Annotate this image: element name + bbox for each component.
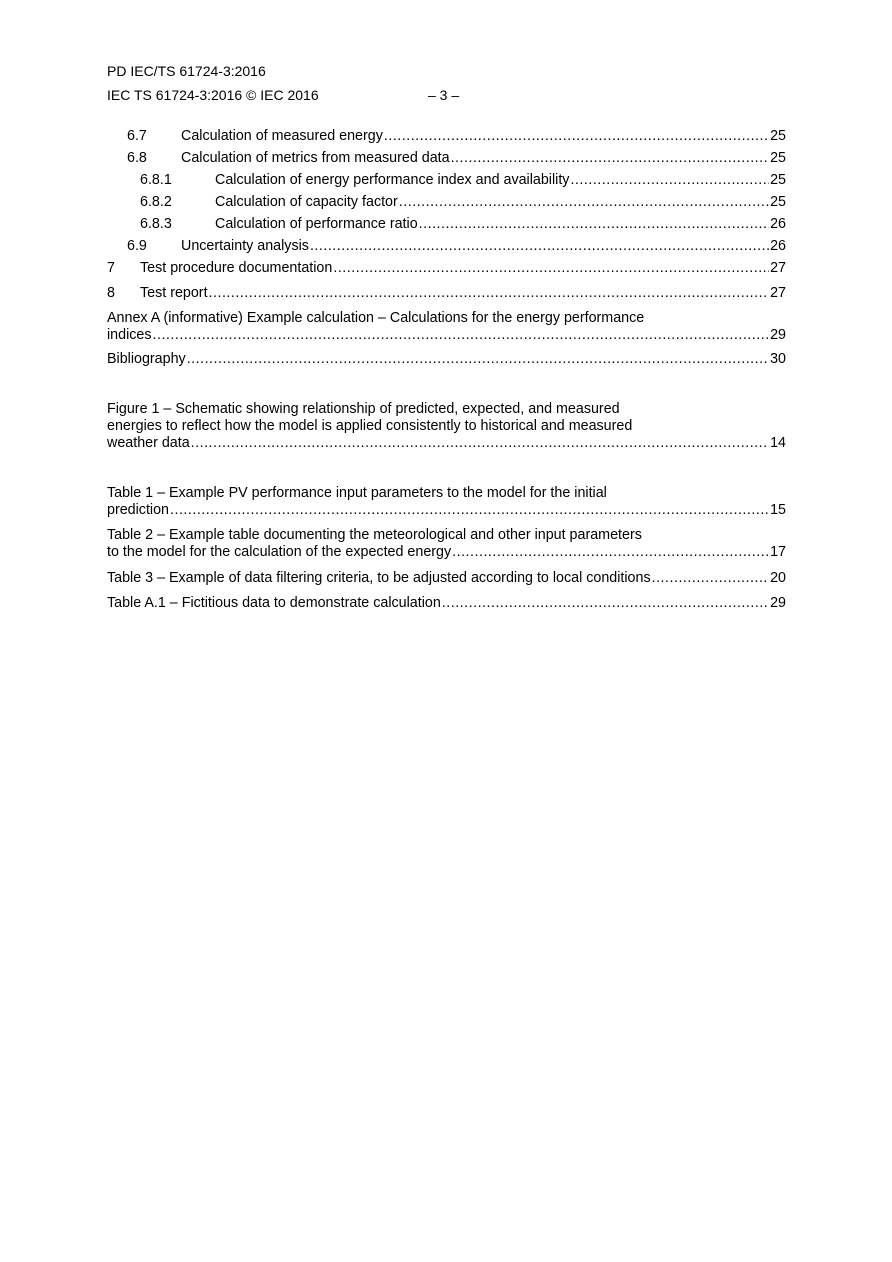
toc-entry-bibliography[interactable] xyxy=(107,351,786,368)
toc-entry[interactable] xyxy=(107,285,786,302)
running-header-document-id: PD IEC/TS 61724-3:2016 xyxy=(107,63,266,79)
toc-leader-dots xyxy=(419,216,769,233)
toc-entry-title: Calculation of measured energy xyxy=(181,128,383,144)
toc-entry-number: 6.8.3 xyxy=(140,216,172,232)
toc-leader-dots xyxy=(384,128,769,145)
running-header-copyright xyxy=(107,87,460,104)
toc-leader-dots xyxy=(652,570,769,587)
list-of-tables-entry[interactable] xyxy=(107,485,786,519)
toc-leader-dots xyxy=(451,150,770,167)
table-entry-page: 29 xyxy=(770,595,786,611)
toc-entry-page: 30 xyxy=(770,351,786,367)
toc-entry-page: 25 xyxy=(770,172,786,188)
toc-entry-continuation xyxy=(107,327,786,344)
figure-entry-continuation xyxy=(107,435,786,452)
toc-entry-title: Bibliography xyxy=(107,351,186,367)
table-entry-continuation xyxy=(107,502,786,519)
toc-leader-dots xyxy=(191,435,769,452)
toc-entry-page: 25 xyxy=(770,150,786,166)
table-entry-title: Table 3 – Example of data filtering criteria, to be adjusted according to local conditions xyxy=(107,570,651,586)
toc-entry-title: Calculation of metrics from measured data xyxy=(181,150,450,166)
table-of-contents xyxy=(107,128,786,612)
toc-entry-number: 6.8.1 xyxy=(140,172,172,188)
toc-entry-page: 27 xyxy=(770,285,786,301)
toc-entry-number: 6.8.2 xyxy=(140,194,172,210)
toc-entry-number: 6.8 xyxy=(127,150,147,166)
table-entry-title-continued: prediction xyxy=(107,502,169,518)
toc-leader-dots xyxy=(153,327,770,344)
list-of-tables-entry[interactable] xyxy=(107,595,786,612)
table-entry-title: Table 2 – Example table documenting the meteorological and other input parameters xyxy=(107,527,642,543)
toc-leader-dots xyxy=(570,172,769,189)
toc-entry-title: Uncertainty analysis xyxy=(181,238,309,254)
figure-entry-title-line2: energies to reflect how the model is applied consistently to historical and measured xyxy=(107,418,633,434)
table-entry-title: Table 1 – Example PV performance input parameters to the model for the initial xyxy=(107,485,607,501)
table-entry-page: 20 xyxy=(770,570,786,586)
toc-entry-annex-a[interactable] xyxy=(107,310,786,344)
table-entry-title-continued: to the model for the calculation of the expected energy xyxy=(107,544,452,560)
figure-entry-title: Figure 1 – Schematic showing relationship of predicted, expected, and measured xyxy=(107,401,620,417)
toc-entry-page: 26 xyxy=(770,238,786,254)
figure-entry-title-continued: weather data xyxy=(107,435,190,451)
toc-entry-title: Calculation of performance ratio xyxy=(215,216,418,232)
toc-entry-title: Calculation of energy performance index and availability xyxy=(215,172,570,188)
toc-entry-title-continued: indices xyxy=(107,327,152,343)
page-number-marker: – 3 – xyxy=(428,87,460,103)
toc-entry-page: 25 xyxy=(770,194,786,210)
toc-entry[interactable] xyxy=(107,150,786,167)
table-entry-page: 15 xyxy=(770,502,786,518)
toc-entry-page: 26 xyxy=(770,216,786,232)
list-of-figures-entry[interactable] xyxy=(107,401,786,452)
table-entry-continuation xyxy=(107,544,786,561)
toc-entry-title: Calculation of capacity factor xyxy=(215,194,398,210)
toc-entry-number: 7 xyxy=(107,260,115,276)
toc-entry-page: 27 xyxy=(770,260,786,276)
toc-leader-dots xyxy=(333,260,769,277)
table-entry-title: Table A.1 – Fictitious data to demonstrate calculation xyxy=(107,595,441,611)
toc-leader-dots xyxy=(310,238,769,255)
toc-entry[interactable] xyxy=(107,260,786,277)
toc-leader-dots xyxy=(187,351,769,368)
table-entry-page: 17 xyxy=(770,544,786,560)
toc-leader-dots xyxy=(442,595,769,612)
toc-entry-number: 6.9 xyxy=(127,238,147,254)
toc-entry[interactable] xyxy=(107,238,786,255)
toc-entry-page: 25 xyxy=(770,128,786,144)
toc-entry[interactable] xyxy=(107,172,786,189)
toc-leader-dots xyxy=(452,544,769,561)
toc-leader-dots xyxy=(399,194,769,211)
toc-leader-dots xyxy=(170,502,769,519)
toc-entry-title: Annex A (informative) Example calculation – Calculations for the energy performance xyxy=(107,310,645,326)
toc-entry[interactable] xyxy=(107,216,786,233)
toc-entry-page: 29 xyxy=(770,327,786,343)
toc-entry-number: 8 xyxy=(107,285,115,301)
toc-entry-number: 6.7 xyxy=(127,128,147,144)
figure-entry-page: 14 xyxy=(770,435,786,451)
toc-entry-title: Test procedure documentation xyxy=(140,260,333,276)
copyright-text: IEC TS 61724-3:2016 © IEC 2016 xyxy=(107,87,319,103)
toc-entry[interactable] xyxy=(107,194,786,211)
toc-entry-title: Test report xyxy=(140,285,208,301)
toc-entry[interactable] xyxy=(107,128,786,145)
toc-leader-dots xyxy=(209,285,770,302)
list-of-tables-entry[interactable] xyxy=(107,527,786,561)
list-of-tables-entry[interactable] xyxy=(107,570,786,587)
